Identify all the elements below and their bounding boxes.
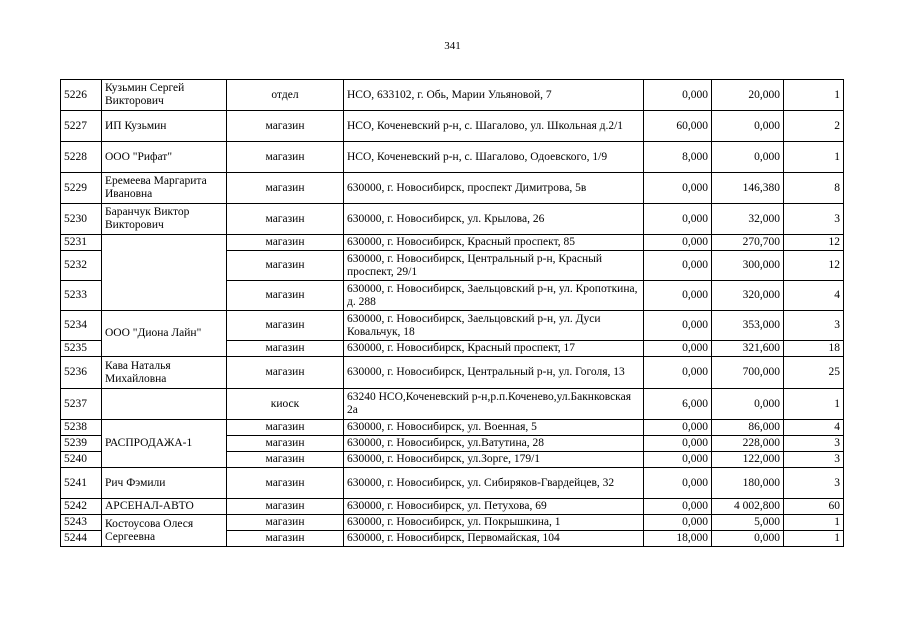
value-1: 0,000: [644, 80, 712, 111]
value-2: 300,000: [712, 251, 784, 281]
organization-name: Баранчук Виктор Викторович: [102, 204, 227, 235]
address: 630000, г. Новосибирск, Первомайская, 104: [344, 531, 644, 547]
value-3: 1: [784, 389, 844, 420]
value-2: 86,000: [712, 420, 784, 436]
value-1: 0,000: [644, 341, 712, 357]
value-2: 700,000: [712, 357, 784, 389]
outlet-type: отдел: [227, 80, 344, 111]
organization-name: [102, 389, 227, 420]
value-1: 60,000: [644, 111, 712, 142]
address: 630000, г. Новосибирск, ул.Зорге, 179/1: [344, 452, 644, 468]
organization-name: ООО "Диона Лайн": [102, 311, 227, 357]
table-row: [61, 389, 844, 420]
address: 630000, г. Новосибирск, ул. Военная, 5: [344, 420, 644, 436]
outlet-type: магазин: [227, 281, 344, 311]
value-3: 1: [784, 515, 844, 531]
address: 630000, г. Новосибирск, проспект Димитрова, 5в: [344, 173, 644, 204]
address: 630000, г. Новосибирск, ул. Сибиряков-Гвардейцев, 32: [344, 468, 644, 499]
registry-table: [60, 79, 844, 547]
organization-name: АРСЕНАЛ-АВТО: [102, 499, 227, 515]
table-row: [61, 173, 844, 204]
value-3: 60: [784, 499, 844, 515]
value-2: 0,000: [712, 531, 784, 547]
table-row: [61, 80, 844, 111]
row-number: 5241: [61, 468, 102, 499]
value-2: 32,000: [712, 204, 784, 235]
row-number: 5237: [61, 389, 102, 420]
address: 630000, г. Новосибирск, Центральный р-н, ул. Гоголя, 13: [344, 357, 644, 389]
value-3: 12: [784, 235, 844, 251]
address: 630000, г. Новосибирск, Заельцовский р-н, ул. Дуси Ковальчук, 18: [344, 311, 644, 341]
value-3: 4: [784, 420, 844, 436]
address: 630000, г. Новосибирск, Красный проспект, 85: [344, 235, 644, 251]
row-number: 5232: [61, 251, 102, 281]
value-1: 18,000: [644, 531, 712, 547]
outlet-type: магазин: [227, 452, 344, 468]
row-number: 5236: [61, 357, 102, 389]
row-number: 5233: [61, 281, 102, 311]
outlet-type: магазин: [227, 468, 344, 499]
value-3: 2: [784, 111, 844, 142]
organization-name: Кузьмин Сергей Викторович: [102, 80, 227, 111]
value-1: 0,000: [644, 251, 712, 281]
value-3: 25: [784, 357, 844, 389]
value-1: 0,000: [644, 204, 712, 235]
value-2: 228,000: [712, 436, 784, 452]
organization-name: Костоусова Олеся Сергеевна: [102, 515, 227, 547]
row-number: 5230: [61, 204, 102, 235]
organization-name: Еремеева Маргарита Ивановна: [102, 173, 227, 204]
row-number: 5231: [61, 235, 102, 251]
organization-name: ИП Кузьмин: [102, 111, 227, 142]
outlet-type: магазин: [227, 235, 344, 251]
row-number: 5229: [61, 173, 102, 204]
table-row: [61, 515, 844, 531]
value-1: 0,000: [644, 311, 712, 341]
row-number: 5239: [61, 436, 102, 452]
value-2: 0,000: [712, 111, 784, 142]
address: НСО, Коченевский р-н, с. Шагалово, ул. Школьная д.2/1: [344, 111, 644, 142]
value-1: 0,000: [644, 173, 712, 204]
outlet-type: магазин: [227, 436, 344, 452]
value-2: 321,600: [712, 341, 784, 357]
value-3: 8: [784, 173, 844, 204]
value-1: 0,000: [644, 515, 712, 531]
outlet-type: магазин: [227, 173, 344, 204]
value-3: 3: [784, 436, 844, 452]
table-row: [61, 468, 844, 499]
table-row: [61, 142, 844, 173]
value-3: 3: [784, 468, 844, 499]
table-row: [61, 420, 844, 436]
table-row: [61, 204, 844, 235]
table-row: [61, 111, 844, 142]
value-2: 4 002,800: [712, 499, 784, 515]
address: 630000, г. Новосибирск, ул.Ватутина, 28: [344, 436, 644, 452]
value-2: 180,000: [712, 468, 784, 499]
value-1: 0,000: [644, 235, 712, 251]
table-row: [61, 311, 844, 341]
value-3: 12: [784, 251, 844, 281]
value-3: 4: [784, 281, 844, 311]
row-number: 5235: [61, 341, 102, 357]
address: 630000, г. Новосибирск, ул. Крылова, 26: [344, 204, 644, 235]
row-number: 5244: [61, 531, 102, 547]
value-1: 0,000: [644, 468, 712, 499]
row-number: 5238: [61, 420, 102, 436]
address: 630000, г. Новосибирск, Центральный р-н, Красный проспект, 29/1: [344, 251, 644, 281]
organization-name: ООО "Рифат": [102, 142, 227, 173]
table-row: [61, 235, 844, 251]
value-2: 20,000: [712, 80, 784, 111]
value-1: 0,000: [644, 281, 712, 311]
value-1: 0,000: [644, 452, 712, 468]
row-number: 5234: [61, 311, 102, 341]
value-2: 353,000: [712, 311, 784, 341]
row-number: 5242: [61, 499, 102, 515]
outlet-type: магазин: [227, 515, 344, 531]
value-3: 18: [784, 341, 844, 357]
value-1: 6,000: [644, 389, 712, 420]
outlet-type: киоск: [227, 389, 344, 420]
organization-name: [102, 235, 227, 311]
row-number: 5228: [61, 142, 102, 173]
value-1: 8,000: [644, 142, 712, 173]
value-2: 0,000: [712, 389, 784, 420]
outlet-type: магазин: [227, 311, 344, 341]
address: 630000, г. Новосибирск, ул. Покрышкина, 1: [344, 515, 644, 531]
row-number: 5240: [61, 452, 102, 468]
outlet-type: магазин: [227, 341, 344, 357]
table-row: [61, 499, 844, 515]
value-2: 270,700: [712, 235, 784, 251]
row-number: 5243: [61, 515, 102, 531]
page-number: 341: [444, 40, 461, 52]
value-3: 3: [784, 204, 844, 235]
organization-name: Рич Фэмили: [102, 468, 227, 499]
address: НСО, Коченевский р-н, с. Шагалово, Одоевского, 1/9: [344, 142, 644, 173]
address: 630000, г. Новосибирск, Красный проспект, 17: [344, 341, 644, 357]
value-3: 1: [784, 80, 844, 111]
outlet-type: магазин: [227, 499, 344, 515]
value-3: 3: [784, 452, 844, 468]
outlet-type: магазин: [227, 142, 344, 173]
value-2: 5,000: [712, 515, 784, 531]
value-1: 0,000: [644, 357, 712, 389]
value-3: 1: [784, 531, 844, 547]
value-1: 0,000: [644, 420, 712, 436]
address: 630000, г. Новосибирск, Заельцовский р-н, ул. Кропоткина, д. 288: [344, 281, 644, 311]
address: 630000, г. Новосибирск, ул. Петухова, 69: [344, 499, 644, 515]
outlet-type: магазин: [227, 251, 344, 281]
organization-name: Кава Наталья Михайловна: [102, 357, 227, 389]
outlet-type: магазин: [227, 204, 344, 235]
value-2: 146,380: [712, 173, 784, 204]
outlet-type: магазин: [227, 111, 344, 142]
value-1: 0,000: [644, 436, 712, 452]
outlet-type: магазин: [227, 420, 344, 436]
value-2: 320,000: [712, 281, 784, 311]
value-1: 0,000: [644, 499, 712, 515]
outlet-type: магазин: [227, 357, 344, 389]
value-3: 1: [784, 142, 844, 173]
outlet-type: магазин: [227, 531, 344, 547]
value-3: 3: [784, 311, 844, 341]
value-2: 122,000: [712, 452, 784, 468]
value-2: 0,000: [712, 142, 784, 173]
row-number: 5227: [61, 111, 102, 142]
address: 63240 НСО,Коченевский р-н,р.п.Коченево,ул.Бакнковская 2а: [344, 389, 644, 420]
address: НСО, 633102, г. Обь, Марии Ульяновой, 7: [344, 80, 644, 111]
table-row: [61, 357, 844, 389]
row-number: 5226: [61, 80, 102, 111]
organization-name: РАСПРОДАЖА-1: [102, 420, 227, 468]
